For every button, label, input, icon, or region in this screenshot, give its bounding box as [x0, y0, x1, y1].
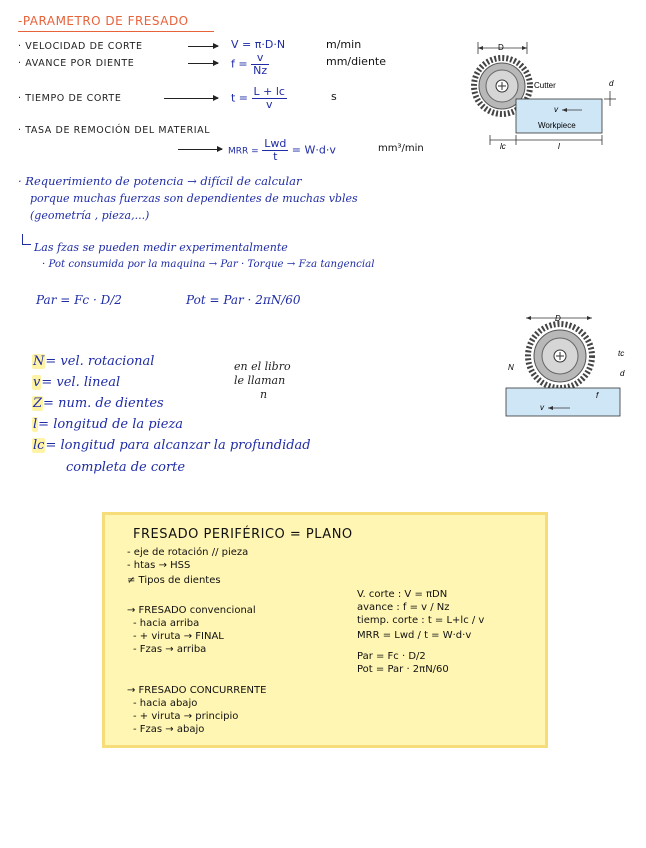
summary-left-line: - Fzas → abajo [133, 724, 205, 735]
definition-lc [32, 438, 311, 453]
unit-feed: mm/diente [326, 55, 386, 68]
param-label-velocity: · VELOCIDAD DE CORTE [18, 41, 143, 52]
denominator: Nz [253, 64, 268, 78]
diagram2-label-d: d [620, 369, 625, 378]
summary-title: FRESADO PERIFÉRICO = PLANO [133, 527, 353, 542]
summary-right-line: V. corte : V = πDN [357, 589, 448, 600]
summary-right-line: tiemp. corte : t = L+lc / v [357, 615, 485, 626]
summary-left-line: → FRESADO CONCURRENTE [127, 685, 267, 696]
title-underline [18, 31, 214, 32]
diagram2-label-f: f [596, 391, 599, 400]
definition-l [32, 417, 183, 432]
diagram-label-workpiece: Workpiece [538, 121, 576, 130]
symbol-lc: lc [33, 438, 45, 453]
workpiece-block [506, 388, 620, 416]
formula-time-lhs: t = [231, 91, 249, 105]
formula-mrr-lhs: MRR = [228, 146, 259, 157]
formula-mrr-rhs: = W·d·v [291, 143, 336, 157]
summary-left-line: ≠ Tipos de dientes [127, 575, 221, 586]
diagram2-label-N: N [508, 363, 514, 372]
page-title: -PARAMETRO DE FRESADO [18, 14, 189, 28]
symbol-Z: Z [33, 396, 43, 411]
definition-text: = vel. lineal [41, 375, 121, 390]
milling-force-diagram [500, 312, 636, 420]
definition-v [32, 375, 120, 390]
cutter-workpiece-diagram [470, 36, 630, 152]
summary-right-line: Pot = Par · 2πN/60 [357, 664, 449, 675]
diagram-label-cutter: Cutter [534, 81, 556, 90]
summary-box [102, 512, 548, 748]
arrow-icon [164, 98, 218, 99]
equation-par: Par = Fc · D/2 [36, 293, 122, 307]
power-line-2: porque muchas fuerzas son dependientes de muchas vbles [30, 192, 358, 205]
summary-left-line: - + viruta → FINAL [133, 631, 224, 642]
param-label-time: · TIEMPO DE CORTE [18, 93, 122, 104]
diagram-label-v: v [554, 105, 558, 114]
summary-left-line: - hacia abajo [133, 698, 198, 709]
diagram-label-lc: lc [500, 142, 506, 151]
denominator: t [273, 150, 278, 164]
power-line-3: (geometría , pieza,...) [30, 209, 150, 222]
arrow-icon [188, 63, 218, 64]
definition-N [32, 354, 154, 369]
unit-velocity: m/min [326, 38, 362, 51]
symbol-v: v [33, 375, 41, 390]
summary-left-line: → FRESADO convencional [127, 605, 256, 616]
summary-left-line: - hacia arriba [133, 618, 200, 629]
unit-mrr: mm³/min [378, 143, 424, 154]
diagram-label-l: l [558, 142, 560, 151]
formula-feed [231, 52, 269, 77]
power-line-1: · Requerimiento de potencia → difícil de calcular [18, 174, 302, 188]
arrow-icon [188, 46, 218, 47]
unit-time: s [331, 90, 337, 103]
power-line-5: · Pot consumida por la maquina → Par · Torque → Fza tangencial [42, 259, 375, 270]
symbol-N: N [33, 354, 45, 369]
diagram2-label-v: v [540, 403, 544, 412]
formula-mrr [228, 138, 336, 163]
numerator: v [251, 52, 269, 65]
equation-pot: Pot = Par · 2πN/60 [186, 293, 301, 307]
summary-left-line: - + viruta → principio [133, 711, 239, 722]
corner-arrow-icon [22, 234, 31, 245]
definition-text: = longitud de la pieza [38, 417, 184, 432]
fraction [251, 52, 269, 77]
summary-left-line: - eje de rotación // pieza [127, 547, 249, 558]
numerator: Lwd [264, 137, 287, 150]
formula-velocity: V = π·D·N [231, 38, 286, 51]
arrow-icon [178, 149, 222, 150]
param-label-mrr: · TASA DE REMOCIÓN DEL MATERIAL [18, 125, 211, 136]
fraction [252, 86, 287, 111]
side-note-line-1: en el libro [234, 360, 291, 373]
param-label-feed: · AVANCE POR DIENTE [18, 58, 135, 69]
side-note-line-2: le llaman [234, 374, 286, 387]
diagram-label-d: d [609, 79, 614, 88]
cutter-icon [528, 324, 592, 388]
diagram2-label-D: D [555, 314, 561, 323]
diagram2-label-tc: tc [618, 349, 625, 358]
definition-text: = num. de dientes [43, 396, 164, 411]
definition-continuation: completa de corte [66, 460, 186, 475]
side-note-line-3: n [260, 388, 268, 401]
symbol-l: l [33, 417, 38, 432]
diagram-label-D: D [498, 43, 504, 52]
summary-right-line: avance : f = v / Nz [357, 602, 450, 613]
summary-right-line: MRR = Lwd / t = W·d·v [357, 630, 472, 641]
definition-Z [32, 396, 164, 411]
summary-left-line: - Fzas → arriba [133, 644, 207, 655]
formula-feed-lhs: f = [231, 57, 248, 71]
definition-text: = vel. rotacional [45, 354, 155, 369]
formula-time [231, 86, 287, 111]
numerator: L + lc [253, 85, 285, 98]
summary-right-line: Par = Fc · D/2 [357, 651, 426, 662]
denominator: v [266, 98, 273, 112]
summary-left-line: - htas → HSS [127, 560, 191, 571]
power-line-4: Las fzas se pueden medir experimentalmente [34, 241, 288, 254]
fraction [262, 138, 288, 163]
definition-text: = longitud para alcanzar la profundidad [45, 438, 311, 453]
